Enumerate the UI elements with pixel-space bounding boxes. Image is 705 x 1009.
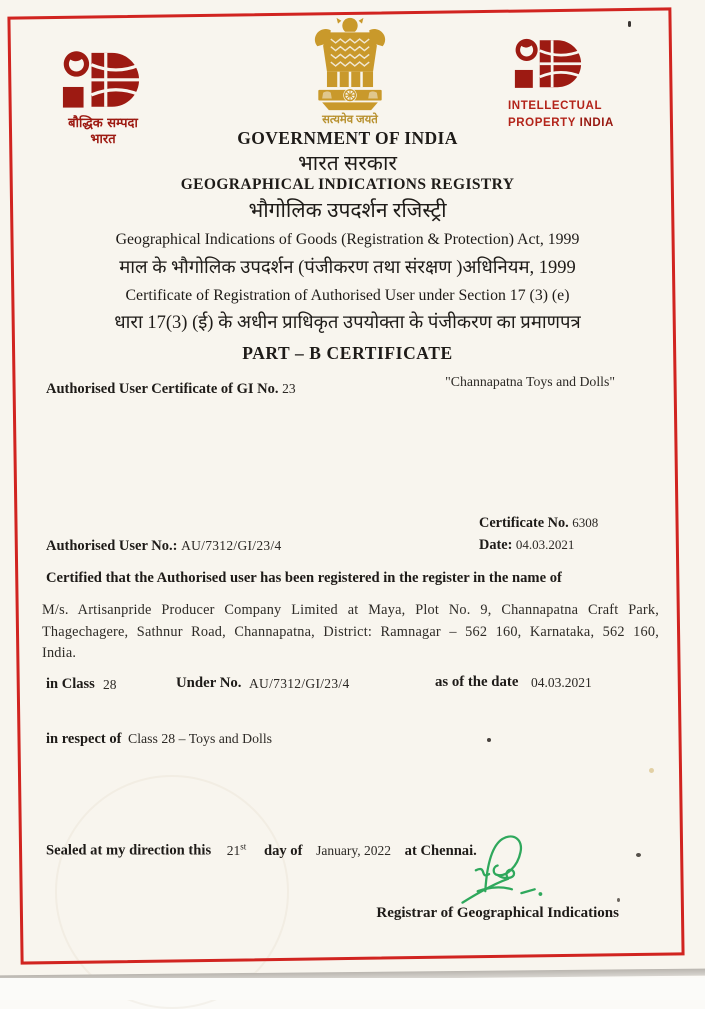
part-b-certificate-title: PART – B CERTIFICATE — [242, 343, 453, 363]
certificate-number-block — [479, 512, 598, 556]
in-respect-of-label: in respect of — [46, 731, 122, 747]
sealed-text-2: day of — [263, 842, 303, 859]
gi-number-label: Authorised User Certificate of GI No. — [46, 381, 279, 397]
sealed-line — [46, 841, 477, 860]
certificate-date-line — [479, 534, 598, 556]
registrar-title: Registrar of Geographical Indications — [376, 905, 619, 921]
certificate-number-value: 6308 — [572, 515, 599, 530]
scan-speck — [617, 898, 620, 902]
scan-speck — [628, 21, 631, 27]
as-of-date-label: as of the date — [435, 674, 519, 690]
certificate-number-label: Certificate No. — [479, 515, 569, 531]
national-emblem — [300, 16, 400, 117]
right-logo-caption — [508, 98, 614, 131]
right-logo-property: PROPERTY — [508, 116, 576, 129]
right-logo-caption-line1: INTELLECTUAL — [508, 100, 603, 112]
act-line-english: Geographical Indications of Goods (Registration & Protection) Act, 1999 — [115, 231, 580, 248]
gi-registry-title-hindi: भौगोलिक उपदर्शन रजिस्ट्री — [248, 198, 447, 222]
scan-speck — [649, 768, 654, 773]
ip-india-logo-right — [508, 38, 588, 100]
sealed-day-suffix: st — [240, 841, 247, 851]
gi-name: "Channapatna Toys and Dolls" — [445, 374, 615, 389]
gi-number-value: 23 — [282, 381, 296, 396]
authorised-user-no-value: AU/7312/GI/23/4 — [181, 538, 282, 553]
certificate-date-value: 04.03.2021 — [515, 537, 575, 552]
left-logo-caption-line2: भारत — [90, 131, 116, 147]
act-line-hindi: माल के भौगोलिक उपदर्शन (पंजीकरण तथा संरक्षण )अधिनियम, 1999 — [119, 258, 576, 278]
scan-background — [0, 978, 705, 1000]
under-no-label: Under No. — [176, 675, 242, 691]
under-no-value: AU/7312/GI/23/4 — [249, 676, 350, 691]
in-respect-of-value: Class 28 – Toys and Dolls — [128, 731, 273, 746]
cert-of-registration-line-english: Certificate of Registration of Authorised User under Section 17 (3) (e) — [125, 287, 570, 304]
sealed-text-3: at Chennai. — [404, 842, 477, 859]
registrant-name-address: M/s. Artisanpride Producer Company Limited at Maya, Plot No. 9, Channapatna Craft Park, Thagechagere, Sathnur Road, Channapatna, District: Ramnagar – 562 160, Karnataka, 562 160, India. — [42, 602, 659, 661]
scan-speck — [487, 738, 491, 742]
certificate-date-label: Date: — [479, 537, 513, 553]
ip-india-logo-left — [55, 50, 147, 121]
scan-speck — [636, 853, 641, 857]
as-of-date-value: 04.03.2021 — [531, 675, 592, 690]
in-class-label: in Class — [46, 676, 95, 692]
ip-india-logo-icon — [508, 38, 588, 95]
sealed-text-1: Sealed at my direction this — [46, 842, 212, 859]
left-logo-caption-line1: बौद्धिक सम्पदा — [68, 116, 138, 131]
ip-india-logo-icon — [55, 50, 147, 116]
gi-number-row — [46, 381, 296, 398]
gi-registry-title: GEOGRAPHICAL INDICATIONS REGISTRY — [180, 176, 515, 193]
in-class-value: 28 — [103, 677, 117, 692]
certified-statement: Certified that the Authorised user has been registered in the register in the name of — [46, 570, 562, 586]
sealed-day: 21st — [226, 841, 247, 858]
right-logo-india: INDIA — [579, 116, 614, 129]
authorised-user-no-line — [46, 538, 282, 555]
government-of-india-title: GOVERNMENT OF INDIA — [237, 128, 458, 148]
bharat-sarkar-title: भारत सरकार — [298, 151, 397, 175]
certificate-number-line — [479, 512, 598, 534]
national-emblem-icon — [300, 16, 400, 112]
cert-of-registration-line-hindi: धारा 17(3) (ई) के अधीन प्राधिकृत उपयोक्ता के पंजीकरण का प्रमाणपत्र — [114, 313, 581, 333]
sealed-date: January, 2022 — [316, 842, 391, 858]
authorised-user-no-label: Authorised User No.: — [46, 538, 178, 554]
emblem-motto: सत्यमेव जयते — [322, 114, 378, 126]
